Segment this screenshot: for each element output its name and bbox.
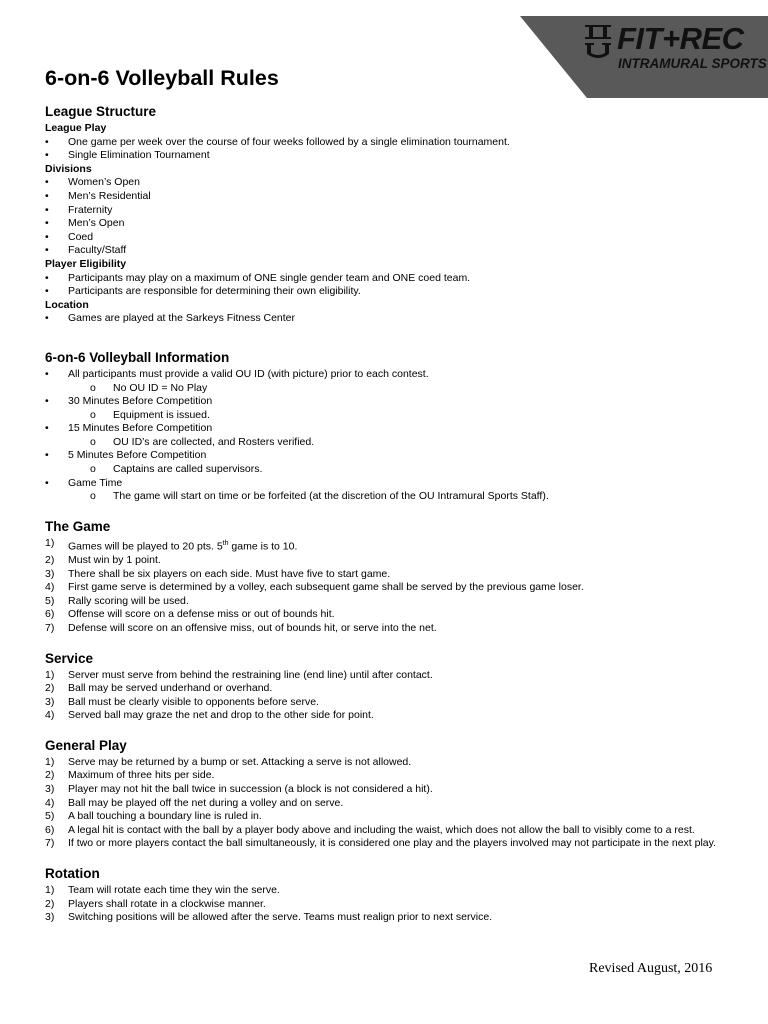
list-item (45, 581, 725, 595)
item-text: Switching positions will be allowed after the serve. Teams must realign prior to next service. (68, 911, 493, 924)
list-item (45, 176, 725, 190)
item-number: 1) (45, 884, 55, 897)
bullet: • (45, 367, 49, 380)
item-text: Player may not hit the ball twice in succession (a block is not considered a hit). (68, 783, 433, 796)
sub-bullet: o (90, 463, 96, 476)
list-item (45, 312, 725, 326)
bullet: • (45, 244, 49, 257)
list-item (45, 911, 725, 925)
item-number: 5) (45, 594, 55, 607)
section-heading: Service (45, 650, 94, 666)
section-heading: 6-on-6 Volleyball Information (45, 349, 230, 365)
sub-bullet: o (90, 381, 96, 394)
item-text: Fraternity (68, 203, 113, 216)
bullet: • (45, 135, 49, 148)
list-item (45, 449, 725, 463)
item-text: Participants are responsible for determining their own eligibility. (68, 285, 361, 298)
item-text: OU ID’s are collected, and Rosters verified. (113, 435, 315, 448)
list-item (45, 422, 725, 436)
list-general-play (45, 756, 725, 851)
list-item (45, 272, 725, 286)
section-volleyball-information (45, 348, 725, 504)
item-text: 15 Minutes Before Competition (68, 422, 213, 435)
list-item (45, 217, 725, 231)
item-text: Participants may play on a maximum of ONE single gender team and ONE coed team. (68, 271, 471, 284)
list-item (45, 595, 725, 609)
subheading-divisions: Divisions (45, 162, 92, 175)
item-text: Ball must be clearly visible to opponents before serve. (68, 695, 319, 708)
bullet: • (45, 476, 49, 489)
bullet: • (45, 149, 49, 162)
list-item (45, 149, 725, 163)
list-item (45, 898, 725, 912)
item-text: Captains are called supervisors. (113, 463, 263, 476)
list-item (45, 783, 725, 797)
item-number: 6) (45, 608, 55, 621)
list-information (45, 368, 725, 504)
spacer (45, 326, 725, 348)
item-number: 2) (45, 553, 55, 566)
item-text: Serve may be returned by a bump or set. Attacking a serve is not allowed. (68, 755, 412, 768)
sub-bullet: o (90, 435, 96, 448)
item-text: Ball may be served underhand or overhand. (68, 682, 273, 695)
item-text: Games will be played to 20 pts. 5 (68, 540, 223, 553)
bullet: • (45, 176, 49, 189)
list-subitem (45, 436, 725, 450)
item-text: Single Elimination Tournament (68, 149, 210, 162)
list-item (45, 884, 725, 898)
list-item (45, 622, 725, 636)
revision-date: Revised August, 2016 (589, 961, 713, 976)
page-title: 6-on-6 Volleyball Rules (45, 66, 279, 90)
spacer (45, 851, 725, 864)
item-text: Ball may be played off the net during a volley and on serve. (68, 796, 344, 809)
item-number: 1) (45, 755, 55, 768)
item-number: 1) (45, 536, 55, 549)
list-divisions (45, 176, 725, 258)
item-text: Players shall rotate in a clockwise manner. (68, 897, 266, 910)
item-number: 2) (45, 769, 55, 782)
bullet: • (45, 271, 49, 284)
item-text: Server must serve from behind the restraining line (end line) until after contact. (68, 668, 433, 681)
item-number: 3) (45, 567, 55, 580)
list-item (45, 190, 725, 204)
item-number: 6) (45, 823, 55, 836)
list-item (45, 395, 725, 409)
list-item (45, 136, 725, 150)
item-number: 3) (45, 911, 55, 924)
list-league-play (45, 136, 725, 163)
item-number: 1) (45, 668, 55, 681)
list-item (45, 810, 725, 824)
spacer (45, 636, 725, 649)
list-subitem (45, 409, 725, 423)
item-text: Equipment is issued. (113, 408, 210, 421)
item-text: Team will rotate each time they win the serve. (68, 884, 280, 897)
list-item (45, 244, 725, 258)
list-item (45, 368, 725, 382)
item-number: 3) (45, 783, 55, 796)
list-subitem (45, 382, 725, 396)
item-number: 4) (45, 796, 55, 809)
bullet: • (45, 285, 49, 298)
list-item (45, 285, 725, 299)
list-item (45, 696, 725, 710)
section-the-game (45, 517, 725, 636)
list-item (45, 477, 725, 491)
section-service (45, 649, 725, 723)
list-eligibility (45, 272, 725, 299)
sub-bullet: o (90, 490, 96, 503)
item-number: 7) (45, 621, 55, 634)
document-body (45, 102, 725, 925)
item-text: Coed (68, 230, 94, 243)
item-text: 30 Minutes Before Competition (68, 395, 213, 408)
item-number: 2) (45, 682, 55, 695)
list-service (45, 669, 725, 723)
list-item (45, 769, 725, 783)
item-text: Defense will score on an offensive miss, out of bounds hit, or serve into the net. (68, 621, 437, 634)
bullet: • (45, 312, 49, 325)
list-item (45, 682, 725, 696)
item-text: The game will start on time or be forfeited (at the discretion of the OU Intramural Sports Staff). (113, 490, 549, 503)
bullet: • (45, 189, 49, 202)
list-item (45, 231, 725, 245)
superscript: th (222, 539, 229, 547)
list-subitem (45, 463, 725, 477)
section-general-play (45, 736, 725, 851)
list-item (45, 568, 725, 582)
bullet: • (45, 395, 49, 408)
item-number: 7) (45, 837, 55, 850)
bullet: • (45, 422, 49, 435)
item-text: 5 Minutes Before Competition (68, 449, 207, 462)
subheading-location: Location (45, 298, 89, 311)
sub-bullet: o (90, 408, 96, 421)
item-number: 4) (45, 581, 55, 594)
item-number: 2) (45, 897, 55, 910)
list-subitem (45, 490, 725, 504)
section-heading: Rotation (45, 866, 100, 882)
section-league-structure (45, 102, 725, 326)
list-item (45, 797, 725, 811)
list-the-game (45, 537, 725, 636)
item-text: game is to 10. (228, 540, 298, 553)
section-heading: League Structure (45, 104, 157, 119)
logo-fit-rec: FIT+REC (617, 21, 744, 56)
item-text: Must win by 1 point. (68, 553, 161, 566)
list-item (45, 756, 725, 770)
list-item (45, 709, 725, 723)
spacer (45, 723, 725, 736)
item-text: First game serve is determined by a volley, each subsequent game shall be served by the previous game loser. (68, 581, 584, 594)
spacer (45, 504, 725, 517)
logo-intramural-sports: INTRAMURAL SPORTS (618, 56, 767, 71)
item-number: 5) (45, 810, 55, 823)
ou-logo-icon (582, 22, 614, 62)
item-text: One game per week over the course of four weeks followed by a single elimination tournament. (68, 135, 510, 148)
item-text: Offense will score on a defense miss or out of bounds hit. (68, 608, 335, 621)
list-item (45, 669, 725, 683)
item-text: If two or more players contact the ball simultaneously, it is considered one play and the players involved may not participate in the next play. (68, 837, 717, 850)
list-rotation (45, 884, 725, 925)
item-text: A ball touching a boundary line is ruled in. (68, 810, 262, 823)
item-text: Maximum of three hits per side. (68, 769, 215, 782)
list-item (45, 204, 725, 218)
list-item (45, 824, 725, 838)
item-text: Faculty/Staff (68, 244, 127, 257)
section-heading: The Game (45, 518, 111, 534)
item-number: 3) (45, 695, 55, 708)
item-text: Men’s Open (68, 217, 125, 230)
item-text: Men’s Residential (68, 189, 151, 202)
section-heading: General Play (45, 737, 127, 753)
item-text: There shall be six players on each side. Must have five to start game. (68, 567, 391, 580)
item-text: Women’s Open (68, 176, 140, 189)
item-text: All participants must provide a valid OU ID (with picture) prior to each contest. (68, 367, 429, 380)
item-text: Served ball may graze the net and drop to the other side for point. (68, 709, 374, 722)
item-text: A legal hit is contact with the ball by a player body above and including the waist, which does not allow the ball to visibly come to a rest. (68, 823, 695, 836)
bullet: • (45, 203, 49, 216)
list-item (45, 537, 725, 554)
item-text: Rally scoring will be used. (68, 594, 189, 607)
item-text: Games are played at the Sarkeys Fitness Center (68, 312, 296, 325)
list-location (45, 312, 725, 326)
item-number: 4) (45, 709, 55, 722)
section-rotation (45, 864, 725, 925)
bullet: • (45, 217, 49, 230)
list-item (45, 837, 725, 851)
list-item (45, 608, 725, 622)
list-item (45, 554, 725, 568)
bullet: • (45, 230, 49, 243)
item-text: Game Time (68, 476, 123, 489)
bullet: • (45, 449, 49, 462)
subheading-league-play: League Play (45, 122, 107, 134)
subheading-player-eligibility: Player Eligibility (45, 257, 127, 270)
item-text: No OU ID = No Play (113, 381, 208, 394)
